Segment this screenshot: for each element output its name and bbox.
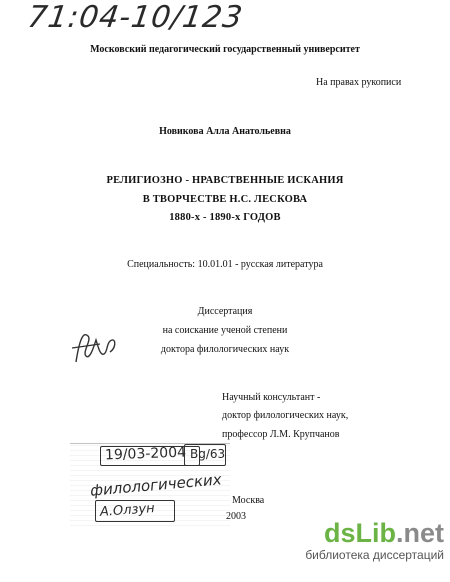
dissertation-line1: Диссертация [197,306,253,317]
university-name: Московский педагогический государственный университет [90,44,360,55]
specialty: Специальность: 10.01.01 - русская литература [127,259,323,270]
dissertation-line2: на соискание ученой степени [162,325,288,336]
handwritten-signature: А.Олзун [99,501,156,520]
dissertation-line3: доктора филологических наук [160,344,290,355]
handwritten-word: филологических [89,470,223,500]
margin-signature [70,326,120,368]
stamp-number: Bg/63 [190,447,226,461]
thesis-title-line2: В ТВОРЧЕСТВЕ Н.С. ЛЕСКОВА [142,194,308,205]
dslib-tagline: библиотека диссертаций [305,548,444,562]
city: Москва [232,495,265,506]
advisor-line1: Научный консультант - [222,392,321,403]
advisor-line3: профессор Л.М. Крупчанов [222,429,340,440]
thesis-title-line3: 1880-х - 1890-х ГОДОВ [169,212,281,223]
stamp-date: 19/03-2004 [104,444,187,464]
advisor-line2: доктор филологических наук, [222,410,349,421]
author-name: Новикова Алла Анатольевна [159,126,291,137]
dslib-watermark[interactable] [266,518,444,576]
thesis-title-line1: РЕЛИГИОЗНО - НРАВСТВЕННЫЕ ИСКАНИЯ [106,175,344,186]
shelf-code: 71:04-10/123 [25,0,246,35]
dslib-logo: dsLib.net [323,518,444,548]
year: 2003 [226,511,246,522]
rights-note: На правах рукописи [316,77,402,88]
